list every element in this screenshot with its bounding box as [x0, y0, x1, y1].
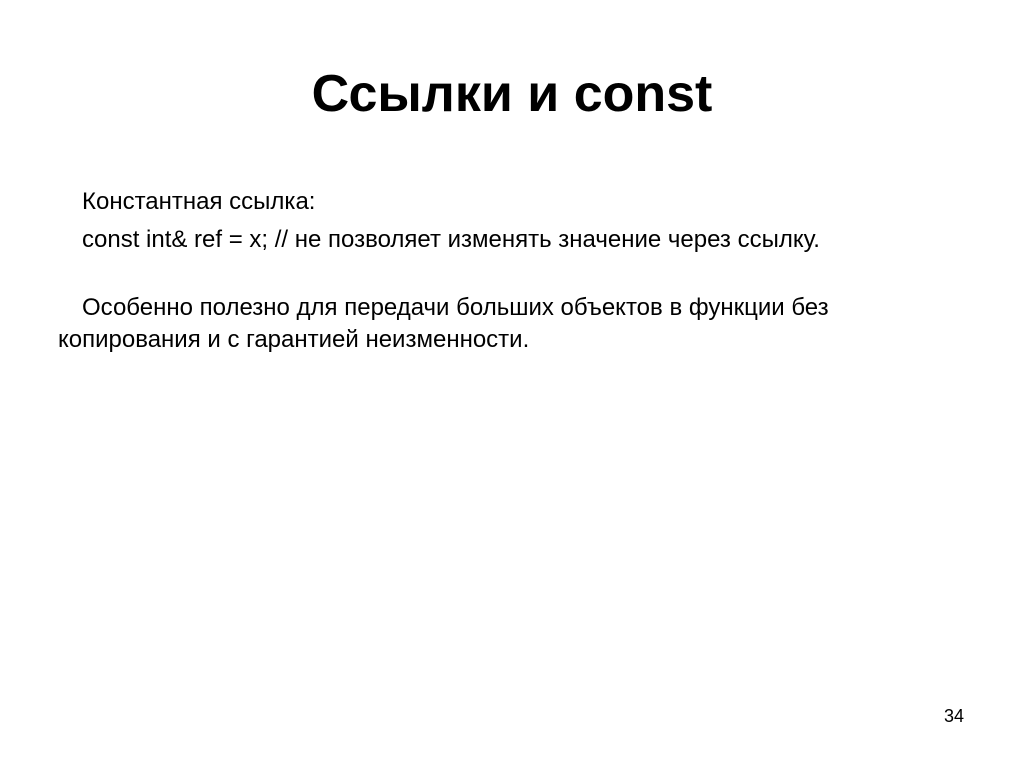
explanation-line-2: копирования и с гарантией неизменности.	[58, 326, 530, 353]
explanation-line-1: Особенно полезно для передачи больших объектов в функции без	[82, 294, 829, 321]
page-number: 34	[943, 706, 964, 726]
slide-title: Ссылки и const	[311, 65, 713, 123]
constant-reference-label: Константная ссылка:	[82, 188, 316, 215]
code-example-line: const int& ref = x; // не позволяет изменять значение через ссылку.	[82, 226, 820, 253]
